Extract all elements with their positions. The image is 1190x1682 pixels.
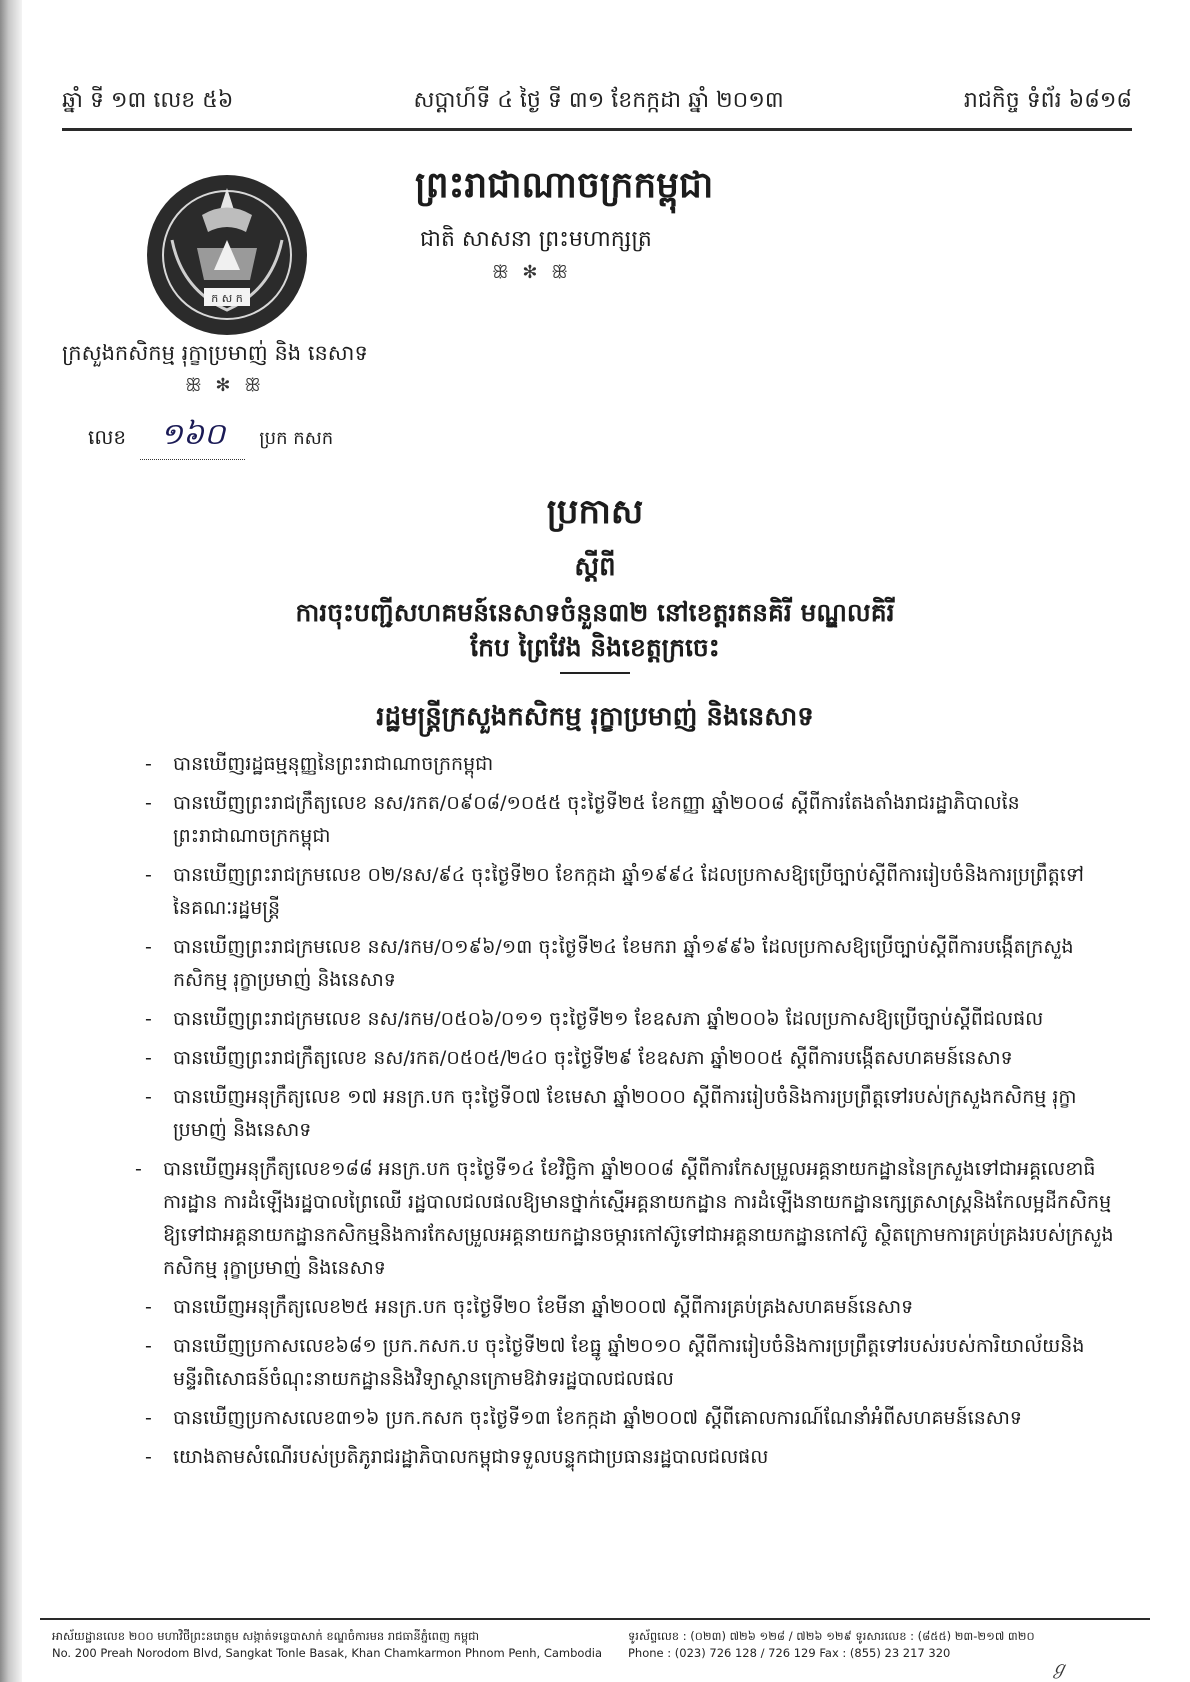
footer-contact xyxy=(628,1628,1148,1662)
preamble-item: - បានឃើញអនុក្រឹត្យលេខ១៨៨ អនក្រ.បក ចុះថ្ងៃទី១៤ ខែវិច្ឆិកា ឆ្នាំ២០០៨ ស្តីពីការកែសម្រួលអគ្គនាយកដ្ឋាននៃក្រសួងទៅជាអគ្គលេខាធិការដ្ឋាន ការដំឡើងរដ្ឋបាលព្រៃឈើ រដ្ឋបាលជលផលឱ្យមានថ្នាក់ស្មើអគ្គនាយកដ្ឋាន ការដំឡើងនាយកដ្ឋានក្សេត្រសាស្ត្រនិងកែលម្អដីកសិកម្មឱ្យទៅជាអគ្គនាយកដ្ឋានកសិកម្មនិងការកែសម្រួលអគ្គនាយកដ្ឋានចម្ការកៅស៊ូទៅជាអគ្គនាយកដ្ឋានកៅស៊ូ ស្ថិតក្រោមការគ្រប់គ្រងរបស់ក្រសួងកសិកម្ម រុក្ខាប្រមាញ់ និងនេសាទ xyxy=(135,1158,1114,1279)
subject-line-1: ការចុះបញ្ជីសហគមន៍នេសាទចំនួន៣២ នៅខេត្តរតនគិរី មណ្ឌលគិរី xyxy=(295,598,895,627)
footer-address xyxy=(52,1628,612,1662)
royal-coat-of-arms-icon xyxy=(142,170,312,340)
phone-english: Phone : (023) 726 128 / 726 129 Fax : (855) 23 217 320 xyxy=(628,1646,951,1660)
footer-rule xyxy=(40,1618,1150,1620)
preamble-item: - បានឃើញព្រះរាជក្រឹត្យលេខ នស/រកត/០៥០៥/២៤០ ចុះថ្ងៃទី២៩ ខែឧសភា ឆ្នាំ២០០៥ ស្តីពីការបង្កើតសហគមន៍នេសាទ xyxy=(145,1047,1013,1069)
document-about: ស្តីពី xyxy=(574,552,616,582)
preamble-item: - បានឃើញអនុក្រឹត្យលេខ២៥ អនក្រ.បក ចុះថ្ងៃទី២០ ខែមីនា ឆ្នាំ២០០៧ ស្តីពីការគ្រប់គ្រងសហគមន៍នេសាទ xyxy=(145,1296,914,1318)
national-motto: ជាតិ សាសនា ព្រះមហាក្សត្រ xyxy=(420,227,652,252)
address-khmer: អាស័យដ្ឋានលេខ ២០០ មហាវិថីព្រះនរោត្តម សង្កាត់ទន្លេបាសាក់ ខណ្ឌចំការមន រាជធានីភ្នំពេញ កម្ពុជា xyxy=(52,1629,480,1643)
subject-divider xyxy=(560,672,630,674)
phone-khmer: ទូរស័ព្ទលេខ : (០២៣) ៧២៦ ១២៨ / ៧២៦ ១២៩ ទូរសារលេខ : (៨៥៥) ២៣-២១៧ ៣២០ xyxy=(628,1629,1035,1643)
address-english: No. 200 Preah Norodom Blvd, Sangkat Tonle Basak, Khan Chamkarmon Phnom Penh, Cambodia xyxy=(52,1646,602,1660)
ministry-name: ក្រសួងកសិកម្ម រុក្ខាប្រមាញ់ និង នេសាទ xyxy=(62,341,368,365)
handwritten-initials: ℊ xyxy=(1050,1658,1068,1679)
reference-suffix: ប្រក កសក xyxy=(259,428,334,449)
preamble-item: - បានឃើញព្រះរាជក្រមលេខ នស/រកម/០១៩៦/១៣ ចុះថ្ងៃទី២៤ ខែមករា ឆ្នាំ១៩៩៦ ដែលប្រកាសឱ្យប្រើច្បាប់ស្តីពីការបង្កើតក្រសួងកសិកម្ម រុក្ខាប្រមាញ់ និងនេសាទ xyxy=(145,936,1074,991)
header-rule xyxy=(62,128,1132,131)
reference-number: ១៦០ xyxy=(140,415,245,460)
scan-edge-shadow xyxy=(0,0,22,1682)
ministry-ornament: ꕥ ✻ ꕥ xyxy=(185,375,265,396)
issuer-title: រដ្ឋមន្ត្រីក្រសួងកសិកម្ម រុក្ខាប្រមាញ់ និងនេសាទ xyxy=(376,702,814,732)
kingdom-ornament: ꕥ ✻ ꕥ xyxy=(492,262,572,283)
preamble-item: - បានឃើញព្រះរាជក្រមលេខ ០២/នស/៩៤ ចុះថ្ងៃទី២០ ខែកក្កដា ឆ្នាំ១៩៩៤ ដែលប្រកាសឱ្យប្រើច្បាប់ស្តីពីការរៀបចំនិងការប្រព្រឹត្តទៅនៃគណៈរដ្ឋមន្ត្រី xyxy=(145,864,1084,919)
preamble-item: - បានឃើញប្រកាសលេខ៦៨១ ប្រក.កសក.ប ចុះថ្ងៃទី២៧ ខែធ្នូ ឆ្នាំ២០១០ ស្តីពីការរៀបចំនិងការប្រព្រឹត្តទៅរបស់របស់ការិយាល័យនិងមន្ទីរពិសោធន៍ចំណុះនាយកដ្ឋាននិងវិទ្យាស្ថានក្រោមឱវាទរដ្ឋបាលជលផល xyxy=(145,1335,1085,1390)
gazette-header xyxy=(62,86,1132,118)
preamble-item: - បានឃើញព្រះរាជក្រឹត្យលេខ នស/រកត/០៩០៨/១០៥៥ ចុះថ្ងៃទី២៥ ខែកញ្ញា ឆ្នាំ២០០៨ ស្តីពីការតែងតាំងរាជរដ្ឋាភិបាលនៃព្រះរាជាណាចក្រកម្ពុជា xyxy=(145,792,1020,847)
preamble-item: - បានឃើញព្រះរាជក្រមលេខ នស/រកម/០៥០៦/០១១ ចុះថ្ងៃទី២១ ខែឧសភា ឆ្នាំ២០០៦ ដែលប្រកាសឱ្យប្រើច្បាប់ស្តីពីជលផល xyxy=(145,1008,1044,1030)
issue-date: សប្តាហ៍ទី ៤ ថ្ងៃ ទី ៣១ ខែកក្កដា ឆ្នាំ ២០១៣ xyxy=(413,88,784,113)
reference-number-row xyxy=(88,415,333,460)
preamble-item: - យោងតាមសំណើរបស់ប្រតិភូរាជរដ្ឋាភិបាលកម្ពុជាទទួលបន្ទុកជាប្រធានរដ្ឋបាលជលផល xyxy=(145,1446,769,1468)
gazette-page-number: រាជកិច្ច ទំព័រ ៦៨១៨ xyxy=(963,88,1132,113)
emblem-text: ក ស ក xyxy=(211,292,243,305)
kingdom-name: ព្រះរាជាណាចក្រកម្ពុជា xyxy=(415,164,714,206)
preamble-item: - បានឃើញប្រកាសលេខ៣១៦ ប្រក.កសក ចុះថ្ងៃទី១៣ ខែកក្កដា ឆ្នាំ២០០៧ ស្តីពីគោលការណ៍ណែនាំអំពីសហគមន៍នេសាទ xyxy=(145,1407,1022,1429)
preamble-item: - បានឃើញរដ្ឋធម្មនុញ្ញនៃព្រះរាជាណាចក្រកម្ពុជា xyxy=(145,753,494,775)
reference-label: លេខ xyxy=(88,425,127,449)
document-title: ប្រកាស xyxy=(546,492,644,532)
subject-line-2: កែប ព្រៃវែង និងខេត្តក្រចេះ xyxy=(470,633,720,662)
preamble-item: - បានឃើញអនុក្រឹត្យលេខ ១៧ អនក្រ.បក ចុះថ្ងៃទី០៧ ខែមេសា ឆ្នាំ២០០០ ស្តីពីការរៀបចំនិងការប្រព្រឹត្តទៅរបស់ក្រសួងកសិកម្ម រុក្ខាប្រមាញ់ និងនេសាទ xyxy=(145,1086,1077,1141)
preamble-list xyxy=(135,748,1114,1480)
issue-number: ឆ្នាំ ទី ១៣ លេខ ៥៦ xyxy=(62,88,234,113)
